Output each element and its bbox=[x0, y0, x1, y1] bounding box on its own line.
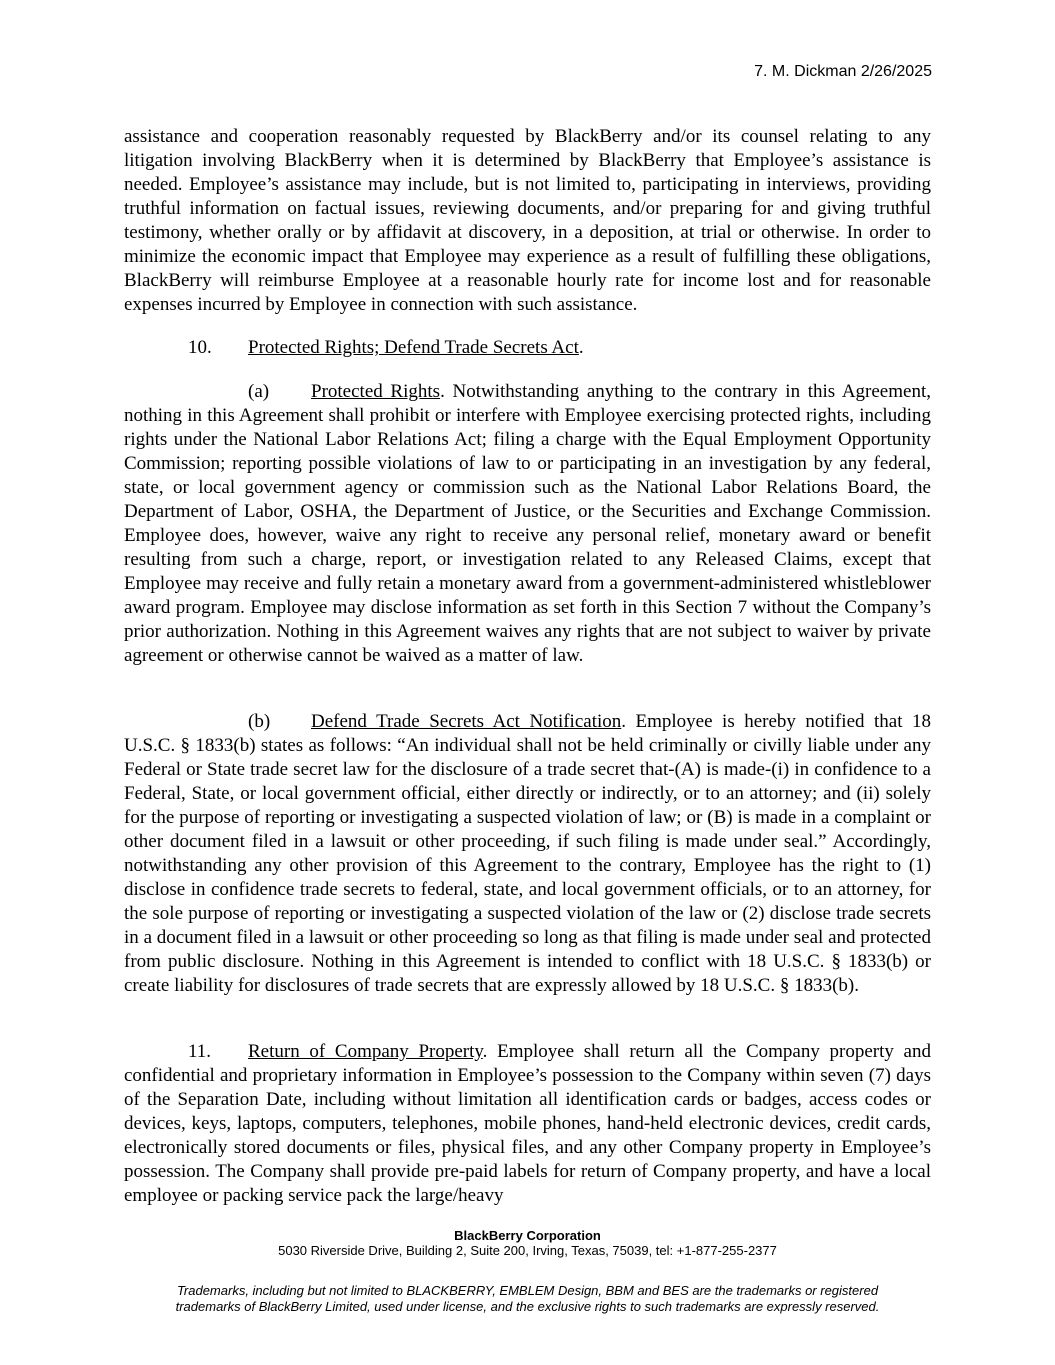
section-number: 11. bbox=[188, 1041, 212, 1062]
paragraph-cooperation: assistance and cooperation reasonably requested by BlackBerry and/or its counsel relating to any litigation involving BlackBerry when it is determined by BlackBerry that Employee’s assistance is needed. Employee’s assistance may include, but is not limited to, participating in interviews, providing truthful information on factual issues, reviewing documents, and/or preparing for and giving truthful testimony, whether orally or by affidavit at discovery, in a deposition, at trial or otherwise. In order to minimize the economic impact that Employee may experience as a result of fulfilling these obligations, BlackBerry will reimburse Employee at a reasonable hourly rate for income lost and for reasonable expenses incurred by Employee in connection with such assistance. bbox=[124, 126, 931, 315]
section-number: 10. bbox=[188, 337, 212, 358]
trademark-line-2: trademarks of BlackBerry Limited, used under license, and the exclusive rights to such trademarks are expressly reserved. bbox=[175, 1299, 880, 1314]
subsection-text: . Notwithstanding anything to the contrary in this Agreement, nothing in this Agreement shall prohibit or interfere with Employee exercising protected rights, including rights under the National Labor Relations Act; filing a charge with the Equal Employment Opportunity Commission; reporting possible violations of law to or participating in an investigation by any federal, state, or local government agency or commission such as the National Labor Relations Board, the Department of Labor, OSHA, the Department of Justice, or the Securities and Exchange Commission. Employee does, however, waive any right to receive any personal relief, monetary award or benefit resulting from such a charge, report, or investigation related to any Released Claims, except that Employee may receive and fully retain a monetary award from a government-administered whistleblower award program. Employee may disclose information as set forth in this Section 7 without the Company’s prior authorization. Nothing in this Agreement waives any rights that are not subject to waiver by private agreement or otherwise cannot be waived as a matter of law. bbox=[124, 381, 931, 666]
subsection-text: . Employee is hereby notified that 18 U.S.C. § 1833(b) states as follows: “An individual shall not be held criminally or civilly liable under any Federal or State trade secret law for the disclosure of a trade secret that-(A) is made-(i) in confidence to a Federal, State, or local government official, either directly or indirectly, or to an attorney; and (ii) solely for the purpose of reporting or investigating a suspected violation of law; or (B) is made in a complaint or other document filed in a lawsuit or other proceeding, if such filing is made under seal.” Accordingly, notwithstanding any other provision of this Agreement to the contrary, Employee has the right to (1) disclose in confidence trade secrets to federal, state, and local government officials, or to an attorney, for the sole purpose of reporting or investigating a suspected violation of the law or (2) disclose trade secrets in a document filed in a lawsuit or other proceeding so long as that filing is made under seal and protected from public disclosure. Nothing in this Agreement is intended to conflict with 18 U.S.C. § 1833(b) or create liability for disclosures of trade secrets that are expressly allowed by 18 U.S.C. § 1833(b). bbox=[124, 711, 931, 996]
subsection-label: (b) bbox=[248, 711, 271, 732]
footer-company: BlackBerry Corporation bbox=[454, 1228, 601, 1243]
section-title: Protected Rights; Defend Trade Secrets Act bbox=[248, 337, 579, 358]
section-title: Return of Company Property bbox=[248, 1041, 483, 1062]
punctuation: . bbox=[578, 337, 584, 358]
subsection-b bbox=[124, 710, 931, 998]
footer-address: 5030 Riverside Drive, Building 2, Suite 200, Irving, Texas, 75039, tel: +1-877-255-2377 bbox=[278, 1243, 777, 1258]
subsection-title: Protected Rights bbox=[311, 381, 441, 402]
trademark-line-1: Trademarks, including but not limited to BLACKBERRY, EMBLEM Design, BBM and BES are the trademarks or registered bbox=[176, 1283, 879, 1298]
section-11 bbox=[124, 1040, 931, 1208]
page-header: 7. M. Dickman 2/26/2025 bbox=[754, 63, 932, 80]
subsection-title: Defend Trade Secrets Act Notification bbox=[311, 711, 622, 732]
section-text: . Employee shall return all the Company property and confidential and proprietary information in Employee’s possession to the Company within seven (7) days of the Separation Date, including without limitation all identification cards or badges, access codes or devices, keys, laptops, computers, telephones, mobile phones, hand-held electronic devices, credit cards, electronically stored documents or files, physical files, and any other Company property in Employee’s possession. The Company shall provide pre-paid labels for return of Company property, and have a local employee or packing service pack the large/heavy bbox=[124, 1041, 931, 1206]
subsection-label: (a) bbox=[248, 381, 270, 402]
subsection-a bbox=[124, 380, 931, 668]
footer-trademark bbox=[0, 1283, 1055, 1315]
section-10-heading bbox=[124, 336, 931, 360]
